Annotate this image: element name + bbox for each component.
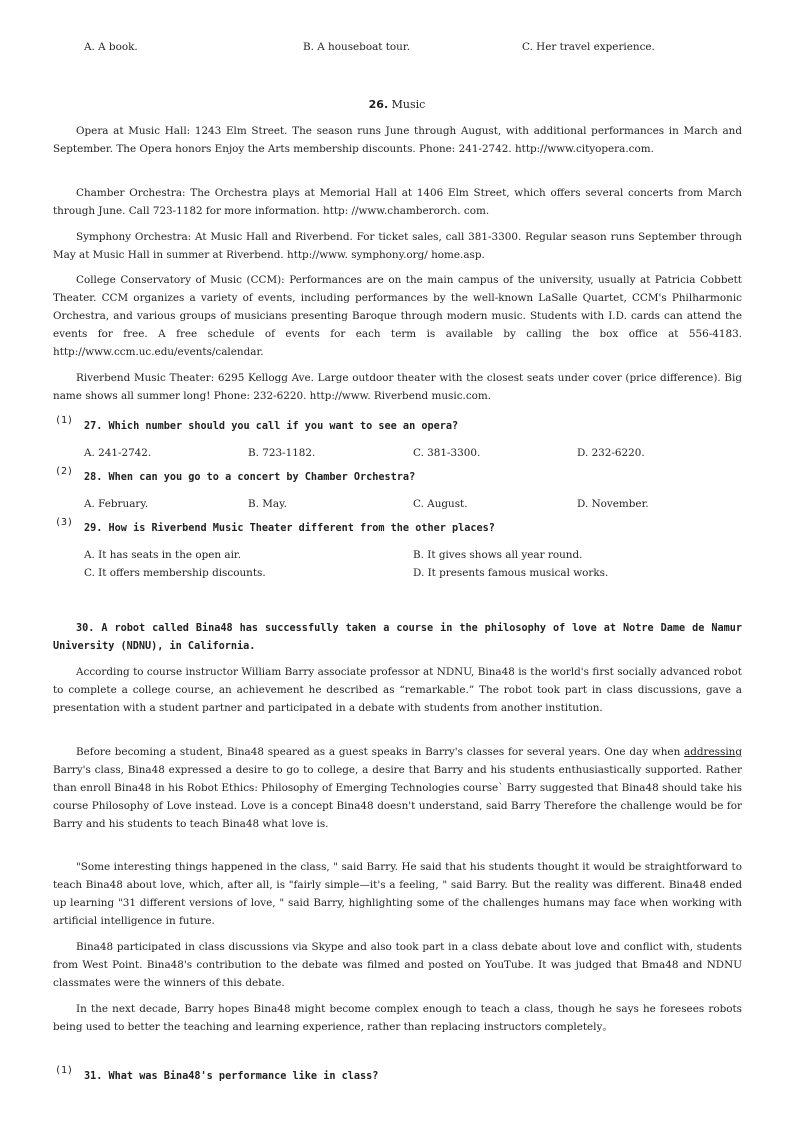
- question-number: (1): [55, 415, 74, 426]
- option-a[interactable]: A. It has seats in the open air.: [84, 549, 242, 561]
- option-c: C. Her travel experience.: [522, 41, 655, 53]
- question-27-options: [84, 447, 645, 459]
- section-heading-music: [0, 98, 794, 111]
- section-title: Music: [391, 98, 426, 111]
- option-c[interactable]: C. It offers membership discounts.: [84, 567, 266, 579]
- question-29: 29. How is Riverbend Music Theater different from the other places?: [84, 523, 495, 534]
- question-31: 31. What was Bina48's performance like in class?: [84, 1071, 379, 1082]
- option-c[interactable]: C. 381-3300.: [413, 447, 481, 459]
- question-number: (1): [55, 1065, 74, 1076]
- question-27: 27. Which number should you call if you want to see an opera?: [84, 421, 459, 432]
- underlined-word: addressing: [684, 746, 742, 758]
- paragraph-opera: Opera at Music Hall: 1243 Elm Street. The season runs June through August, with additional performances in March and September. The Opera honors Enjoy the Arts membership discounts. Phone: 241-2742. http://www.cityopera.com.: [53, 125, 742, 155]
- passage-paragraph-3: "Some interesting things happened in the class, " said Barry. He said that his students thought it would be straightforward to teach Bina48 about love, which, after all, is "fairly simple—it's a feeling, " said Barry. But the reality was different. Bina48 ended up learning "31 different versions of love, " said Barry, highlighting some of the challenges humans may face when working with artificial intelligence in future.: [53, 861, 742, 927]
- option-b[interactable]: B. 723-1182.: [248, 447, 316, 459]
- option-c[interactable]: C. August.: [413, 498, 468, 510]
- question-28: 28. When can you go to a concert by Chamber Orchestra?: [84, 472, 416, 483]
- question-29-options-row2: [84, 567, 608, 579]
- question-number: (3): [55, 517, 74, 528]
- question-number: (2): [55, 466, 74, 477]
- option-d[interactable]: D. 232-6220.: [577, 447, 645, 459]
- paragraph-riverbend: Riverbend Music Theater: 6295 Kellogg Ave. Large outdoor theater with the closest seats under cover (price difference). Big name shows all summer long! Phone: 232-6220. http://www. Riverbend music.com.: [53, 372, 742, 402]
- passage-paragraph-5: In the next decade, Barry hopes Bina48 might become complex enough to teach a class, though he says he foresees robots being used to better the teaching and learning experience, rather than replacing instructors completely。: [53, 1003, 742, 1033]
- option-a: A. A book.: [84, 41, 138, 53]
- passage-paragraph-1: According to course instructor William Barry associate professor at NDNU, Bina48 is the world's first socially advanced robot to complete a college course, an achievement he described as “remarkable.” The robot took part in class discussions, gave a presentation with a student partner and participated in a debate with students from another institution.: [53, 666, 742, 714]
- option-a[interactable]: A. 241-2742.: [84, 447, 152, 459]
- text-span: Before becoming a student, Bina48 speared as a guest speaks in Barry's classes for several years. One day when: [76, 746, 685, 758]
- paragraph-symphony-orchestra: Symphony Orchestra: At Music Hall and Riverbend. For ticket sales, call 381-3300. Regular season runs September through May at Music Hall in summer at Riverbend. http://www. symphony.org/ home.asp.: [53, 231, 742, 261]
- passage-paragraph-2: [53, 743, 742, 833]
- previous-question-options: [84, 41, 655, 53]
- passage-intro: 30. A robot called Bina48 has successfully taken a course in the philosophy of love at Notre Dame de Namur University (NDNU), in California.: [53, 623, 742, 652]
- option-a[interactable]: A. February.: [84, 498, 149, 510]
- passage-paragraph-4: Bina48 participated in class discussions via Skype and also took part in a class debate about love and conflict with, students from West Point. Bina48's contribution to the debate was filmed and posted on YouTube. It was judged that Bma48 and NDNU classmates were the winners of this debate.: [53, 941, 742, 989]
- option-b[interactable]: B. May.: [248, 498, 287, 510]
- question-29-options-row1: [84, 549, 582, 561]
- option-b[interactable]: B. It gives shows all year round.: [413, 549, 583, 561]
- paragraph-chamber-orchestra: Chamber Orchestra: The Orchestra plays at Memorial Hall at 1406 Elm Street, which offers several concerts from March through June. Call 723-1182 for more information. http: //www.chamberorch. com.: [53, 187, 742, 217]
- option-b: B. A houseboat tour.: [303, 41, 411, 53]
- section-number: 26.: [368, 98, 389, 111]
- option-d[interactable]: D. It presents famous musical works.: [413, 567, 609, 579]
- paragraph-ccm: College Conservatory of Music (CCM): Performances are on the main campus of the university, usually at Patricia Cobbett Theater. CCM organizes a variety of events, including performances by the well-known LaSalle Quartet, CCM's Philharmonic Orchestra, and various groups of musicians presenting Baroque through modern music. Students with I.D. cards can attend the events for free. A free schedule of events for each term is available by calling the box office at 556-4183. http://www.ccm.uc.edu/events/calendar.: [53, 274, 742, 358]
- question-28-options: [84, 498, 649, 510]
- text-span: Barry's class, Bina48 expressed a desire to go to college, a desire that Barry and his students enthusiastically supported. Rather than enroll Bina48 in his Robot Ethics: Philosophy of Emerging Technologies course` Barry suggested that Bina48 should take his course Philosophy of Love instead. Love is a concept Bina48 doesn't understand, said Barry Therefore the challenge would be for Barry and his students to teach Bina48 what love is.: [53, 764, 742, 830]
- option-d[interactable]: D. November.: [577, 498, 649, 510]
